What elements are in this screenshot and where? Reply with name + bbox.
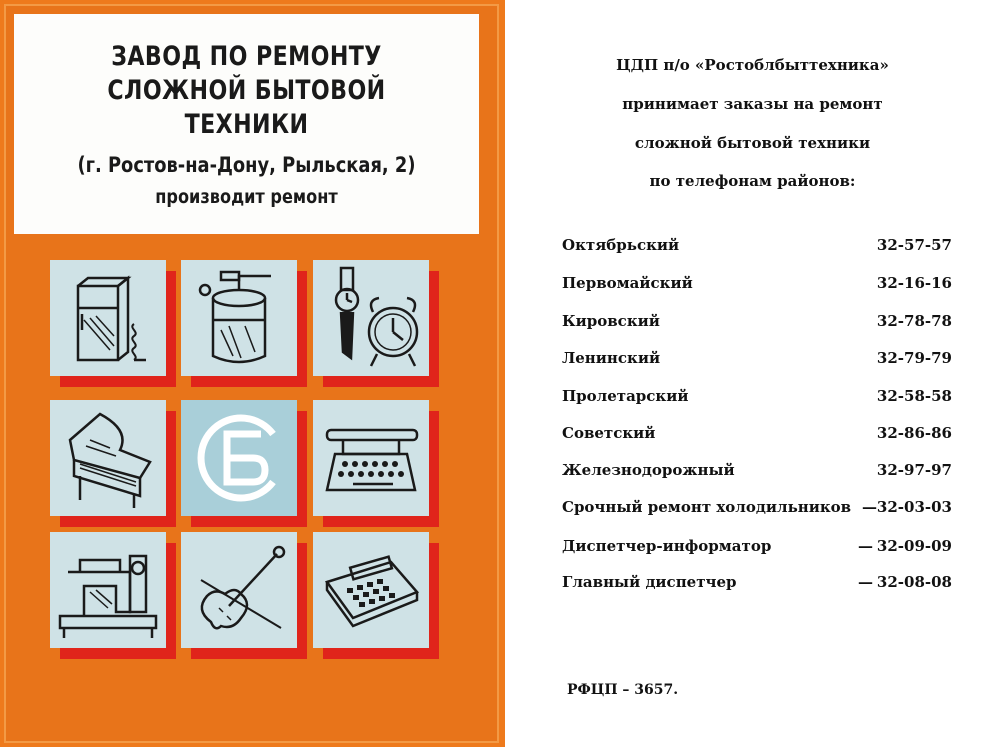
factory-address: (г. Ростов-на-Дону, Рыльская, 2) xyxy=(77,153,416,177)
tile-refrigerator xyxy=(50,260,166,376)
entry-row xyxy=(562,461,952,481)
entry-phone: 32-08-08 xyxy=(876,573,952,591)
entry-row xyxy=(562,274,952,294)
entry-row xyxy=(562,312,952,332)
entry-row xyxy=(562,537,952,557)
entry-name: Срочный ремонт холодильников xyxy=(562,498,852,516)
tile-service-logo xyxy=(181,400,297,516)
tile-typewriter xyxy=(313,400,429,516)
entry-phone: 32-57-57 xyxy=(876,236,952,254)
entry-name: Пролетарский xyxy=(562,387,689,405)
entry-phone: 32-79-79 xyxy=(876,349,952,367)
title-line-1: ЗАВОД ПО РЕМОНТУ xyxy=(111,41,382,72)
refrigerator-icon xyxy=(50,260,166,376)
entry-phone: 32-86-86 xyxy=(876,424,952,442)
title-line-2: СЛОЖНОЙ БЫТОВОЙ xyxy=(107,75,386,106)
entry-phone: 32-03-03 xyxy=(876,498,952,516)
entry-row xyxy=(562,424,952,444)
piano-icon xyxy=(50,400,166,516)
entry-row xyxy=(562,236,952,256)
entry-dash: — xyxy=(858,537,873,555)
produces-repair-text: производит ремонт xyxy=(155,186,338,208)
header-line-3: сложной бытовой техники xyxy=(634,134,871,152)
entry-phone: 32-97-97 xyxy=(876,461,952,479)
tile-piano xyxy=(50,400,166,516)
sewing-machine-icon xyxy=(50,532,166,648)
washing-machine-icon xyxy=(181,260,297,376)
header-line-2: принимает заказы на ремонт xyxy=(622,95,883,113)
entry-name: Главный диспетчер xyxy=(562,573,737,591)
violin-icon xyxy=(181,532,297,648)
title-line-3: ТЕХНИКИ xyxy=(184,109,309,140)
entry-name: Первомайский xyxy=(562,274,693,292)
header-line-1: ЦДП п/о «Ростоблбыттехника» xyxy=(616,56,889,74)
entry-row xyxy=(562,573,952,593)
entry-dash: — xyxy=(858,573,873,591)
entry-name: Диспетчер-информатор xyxy=(562,537,772,555)
tile-violin xyxy=(181,532,297,648)
calculator-icon xyxy=(313,532,429,648)
typewriter-icon xyxy=(313,400,429,516)
print-code-footer: РФЦП – 3657. xyxy=(567,682,679,698)
tile-washing-machine xyxy=(181,260,297,376)
entry-name: Октябрьский xyxy=(562,236,680,254)
entry-row xyxy=(562,349,952,369)
entry-phone: 32-09-09 xyxy=(876,537,952,555)
entry-row xyxy=(562,387,952,407)
entry-name: Ленинский xyxy=(562,349,661,367)
entry-dash: — xyxy=(862,498,877,516)
entry-name: Железнодорожный xyxy=(562,461,735,479)
entry-row xyxy=(562,498,952,518)
title-box xyxy=(14,14,479,234)
watch-and-clock-icon xyxy=(313,260,429,376)
entry-name: Кировский xyxy=(562,312,660,330)
entry-name: Советский xyxy=(562,424,656,442)
entry-phone: 32-58-58 xyxy=(876,387,952,405)
entry-phone: 32-78-78 xyxy=(876,312,952,330)
tile-calculator xyxy=(313,532,429,648)
header-line-4: по телефонам районов: xyxy=(649,172,856,190)
phone-list-page xyxy=(505,0,1000,747)
service-logo-icon xyxy=(181,400,297,516)
tile-watch-clock xyxy=(313,260,429,376)
tile-sewing-machine xyxy=(50,532,166,648)
entry-phone: 32-16-16 xyxy=(876,274,952,292)
